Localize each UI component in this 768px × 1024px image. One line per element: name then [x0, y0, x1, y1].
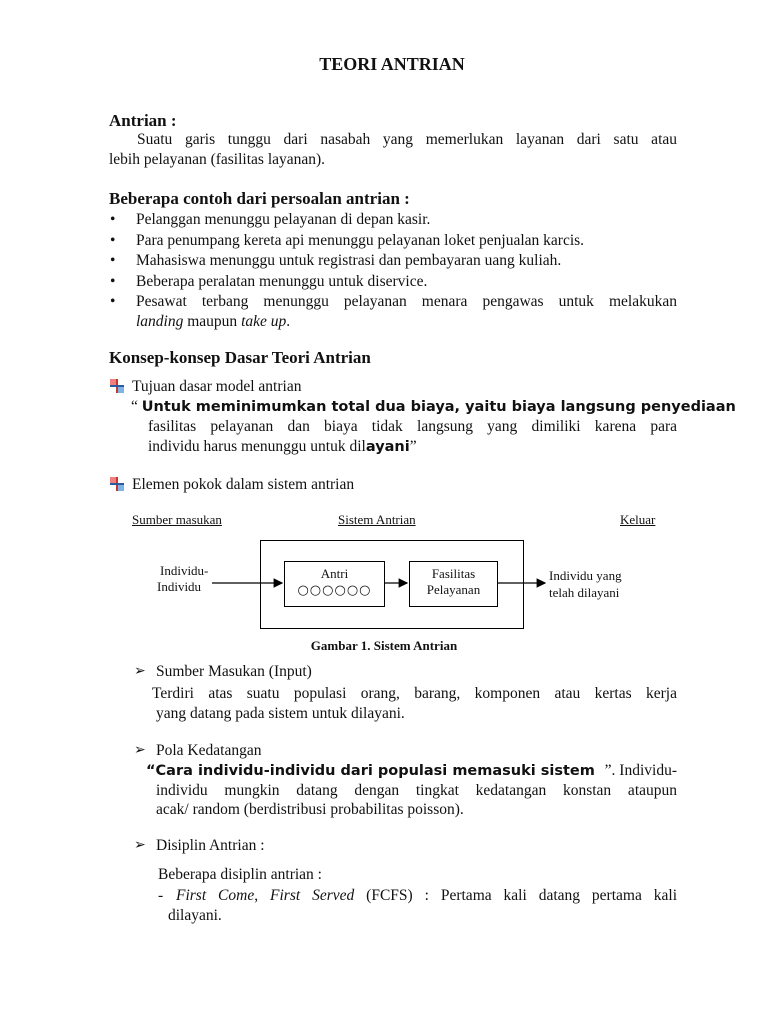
list-item: • Mahasiswa menunggu untuk registrasi dan pembayaran uang kuliah.	[136, 251, 561, 271]
discipline-intro: Beberapa disiplin antrian :	[158, 866, 322, 883]
goal-quote-line-1: “ Untuk meminimumkan total dua biaya, yaitu biaya langsung penyediaan	[131, 398, 736, 415]
plus-bullet-icon	[110, 379, 124, 393]
list-item: • Pesawat terbang menunggu pelayanan menara pengawas untuk melakukan	[136, 292, 677, 312]
arrival-line-2: individu mungkin datang dengan tingkat kedatangan konstan ataupun	[156, 782, 677, 799]
goal-label: Tujuan dasar model antrian	[132, 378, 302, 395]
heading-konsep: Konsep-konsep Dasar Teori Antrian	[109, 348, 371, 367]
facility-label-1: Fasilitas	[431, 566, 476, 581]
input-label-1: Individu-	[160, 563, 209, 578]
input-line-1: Terdiri atas suatu populasi orang, barang, komponen atau kertas kerja	[152, 685, 677, 702]
input-label-2: Individu	[157, 579, 202, 594]
fcfs-line-1: First Come, First Served (FCFS) : Pertama kali datang pertama kali	[176, 887, 678, 904]
arrival-line-1: “Cara individu-individu dari populasi memasuki sistem ”. Individu-	[146, 762, 677, 779]
list-item-continuation: landing maupun take up.	[136, 313, 291, 330]
heading-antrian: Antrian :	[109, 111, 177, 130]
elements-label: Elemen pokok dalam sistem antrian	[132, 476, 355, 493]
arrow-bullet-icon: ➢	[134, 743, 146, 758]
diagram-caption: Gambar 1. Sistem Antrian	[310, 638, 458, 653]
discipline-heading: Disiplin Antrian :	[156, 837, 265, 854]
output-label-1: Individu yang	[549, 568, 622, 583]
fcfs-line-2: dilayani.	[168, 907, 222, 924]
queue-circles: ○○○○○○	[297, 583, 372, 598]
list-item: • Pelanggan menunggu pelayanan di depan kasir.	[136, 210, 430, 230]
diagram-label-exit: Keluar	[620, 512, 656, 527]
output-label-2: telah dilayani	[549, 585, 620, 600]
list-item: • Para penumpang kereta api menunggu pelayanan loket penjualan karcis.	[136, 231, 584, 251]
arrow-bullet-icon: ➢	[134, 664, 146, 679]
queue-label: Antri	[320, 566, 349, 581]
goal-quote-line-2: fasilitas pelayanan dan biaya tidak langsung yang dimiliki karena para	[148, 418, 677, 435]
definition-line-1: Suatu garis tunggu dari nasabah yang memerlukan layanan dari satu atau	[137, 131, 677, 148]
list-item: • Beberapa peralatan menunggu untuk diservice.	[136, 272, 427, 292]
page-title: TEORI ANTRIAN	[319, 54, 465, 74]
arrival-line-3: acak/ random (berdistribusi probabilitas poisson).	[156, 801, 464, 818]
diagram-label-system: Sistem Antrian	[338, 512, 416, 527]
fcfs-dash: -	[158, 887, 164, 904]
arrival-heading: Pola Kedatangan	[156, 742, 262, 759]
facility-label-2: Pelayanan	[426, 582, 481, 597]
definition-line-2: lebih pelayanan (fasilitas layanan).	[109, 151, 326, 168]
goal-quote-line-3: individu harus menunggu untuk dilayani”	[148, 438, 417, 455]
input-heading: Sumber Masukan (Input)	[156, 663, 312, 680]
heading-contoh: Beberapa contoh dari persoalan antrian :	[109, 189, 410, 208]
plus-bullet-icon	[110, 477, 124, 491]
arrow-bullet-icon: ➢	[134, 838, 146, 853]
diagram-label-source: Sumber masukan	[132, 512, 222, 527]
input-line-2: yang datang pada sistem untuk dilayani.	[156, 705, 405, 722]
